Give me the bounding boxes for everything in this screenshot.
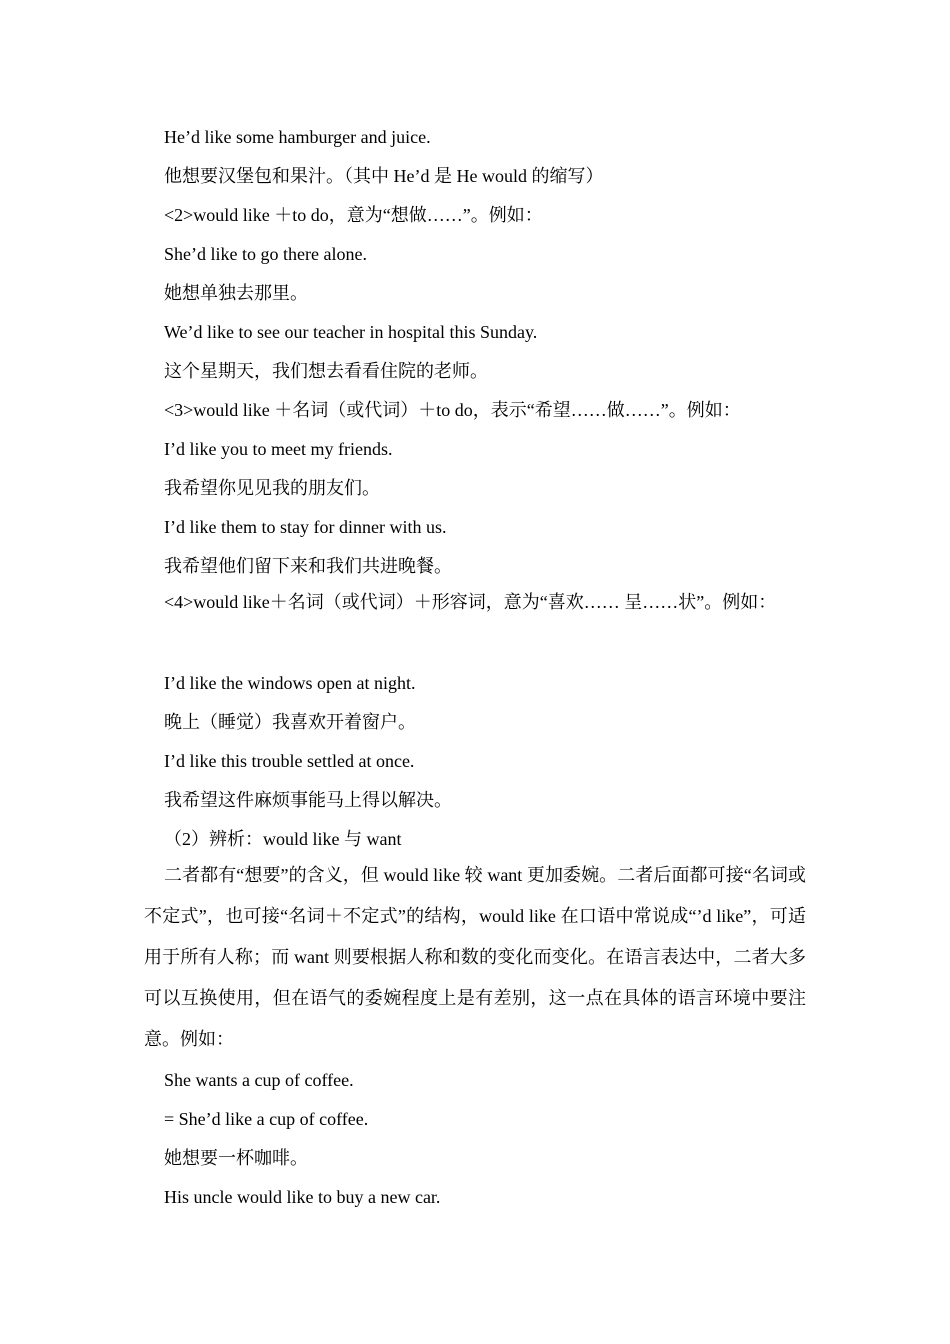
example-sentence: I’d like the windows open at night.: [164, 673, 416, 693]
translation-sentence: 晚上（睡觉）我喜欢开着窗户。: [164, 712, 416, 732]
translation-sentence: 这个星期天，我们想去看看住院的老师。: [164, 361, 488, 381]
translation-sentence: 他想要汉堡包和果汁。（其中 He’d 是 He would 的缩写）: [164, 166, 604, 186]
section-heading: （2）辨析：would like 与 want: [164, 829, 402, 849]
comparison-paragraph: 二者都有“想要”的含义，但 would like 较 want 更加委婉。二者后面都可接“名词或不定式”，也可接“名词＋不定式”的结构，would like 在口语中常说成“’d like”，可适用于所有人称；而 want 则要根据人称和数的变化而变化。在语言表达中，二者大多可以互换使用，但在语气的委婉程度上是有差别，这一点在具体的语言环境中要注意。例如：: [144, 865, 806, 1049]
example-sentence: I’d like them to stay for dinner with us.: [164, 517, 447, 537]
translation-sentence: 我希望你见见我的朋友们。: [164, 478, 380, 498]
example-sentence: She’d like to go there alone.: [164, 244, 367, 264]
rule-paragraph: <4>would like＋名词（或代词）＋形容词，意为“喜欢…… 呈……状”。例如：: [164, 592, 777, 612]
translation-sentence: 我希望他们留下来和我们共进晚餐。: [164, 556, 452, 576]
rule-heading: <2>would like ＋to do，意为“想做……”。例如：: [164, 205, 543, 225]
translation-sentence: 她想单独去那里。: [164, 283, 308, 303]
example-sentence: His uncle would like to buy a new car.: [164, 1187, 441, 1207]
example-sentence: = She’d like a cup of coffee.: [164, 1109, 369, 1129]
translation-sentence: 她想要一杯咖啡。: [164, 1148, 308, 1168]
rule-heading: <3>would like ＋名词（或代词）＋to do，表示“希望……做……”。例如：: [164, 400, 741, 420]
translation-sentence: 我希望这件麻烦事能马上得以解决。: [164, 790, 452, 810]
example-sentence: She wants a cup of coffee.: [164, 1070, 354, 1090]
example-sentence: I’d like you to meet my friends.: [164, 439, 393, 459]
example-sentence: I’d like this trouble settled at once.: [164, 751, 415, 771]
example-sentence: We’d like to see our teacher in hospital this Sunday.: [164, 322, 538, 342]
example-sentence: He’d like some hamburger and juice.: [164, 127, 431, 147]
